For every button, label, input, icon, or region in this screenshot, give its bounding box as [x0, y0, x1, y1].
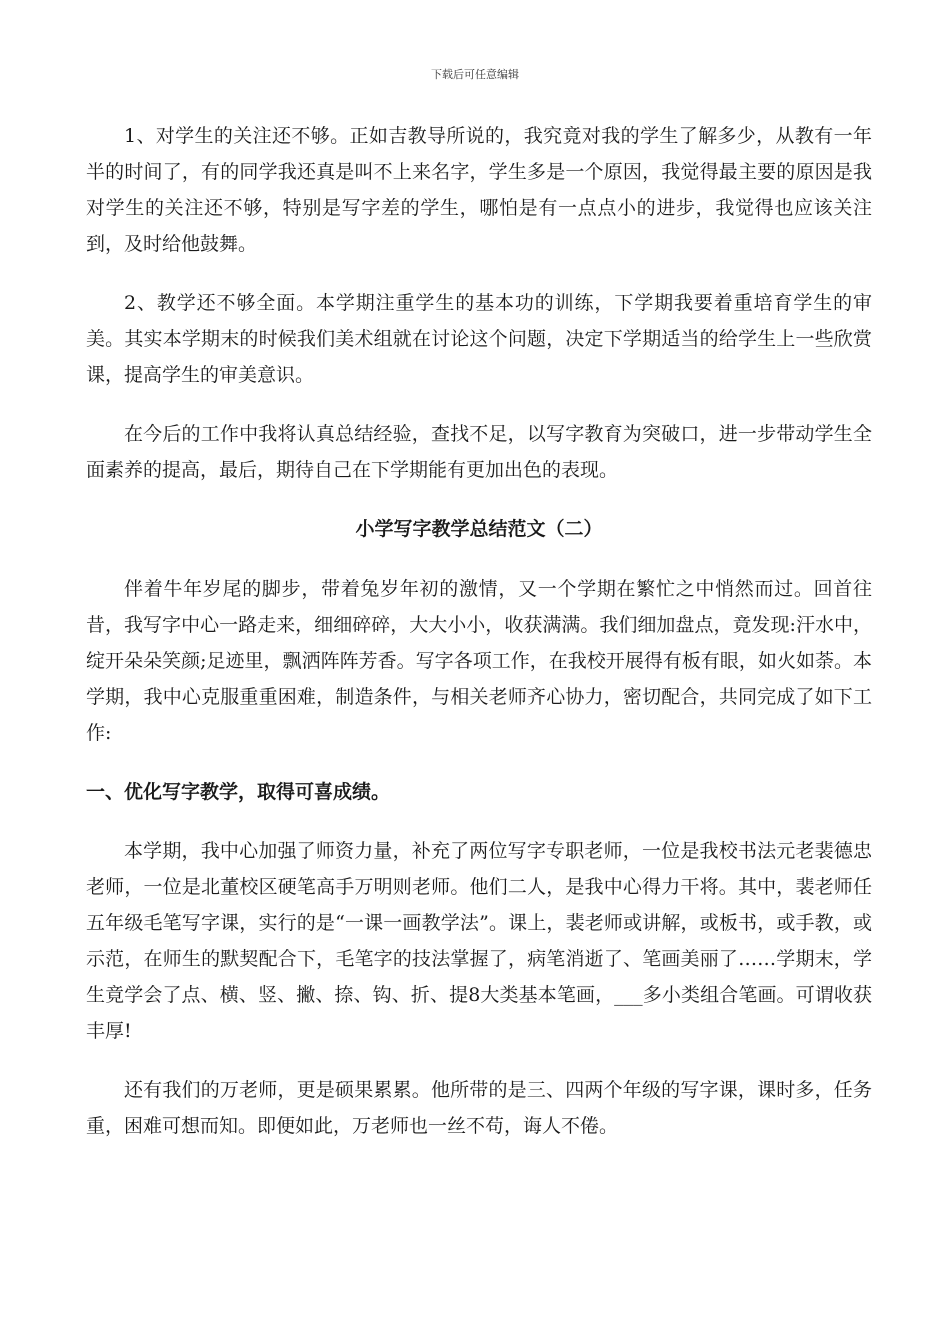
paragraph-1: 1、对学生的关注还不够。正如吉教导所说的，我究竟对我的学生了解多少，从教有一年半的时间了，有的同学我还真是叫不上来名字，学生多是一个原因，我觉得最主要的原因是我对学生的关注还不够，特别是写字差的学生，哪怕是有一点点小的进步，我觉得也应该关注到，及时给他鼓舞。	[86, 125, 872, 255]
section-title: 小学写字教学总结范文（二）	[355, 518, 603, 540]
paragraph-4: 伴着牛年岁尾的脚步，带着兔岁年初的激情，又一个学期在繁忙之中悄然而过。回首往昔，我写字中心一路走来，细细碎碎，大大小小，收获满满。我们细加盘点，竟发现:汗水中，绽开朵朵笑颜;足迹里，飘洒阵阵芳香。写字各项工作，在我校开展得有板有眼，如火如荼。本学期，我中心克服重重困难，制造条件，与相关老师齐心协力，密切配合，共同完成了如下工作:	[86, 578, 872, 744]
document-body	[86, 118, 872, 1167]
paragraph-6: 还有我们的万老师，更是硕果累累。他所带的是三、四两个年级的写字课，课时多，任务重，困难可想而知。即便如此，万老师也一丝不苟，诲人不倦。	[86, 1079, 872, 1137]
subheading: 一、优化写字教学，取得可喜成绩。	[86, 781, 391, 803]
paragraph-2: 2、教学还不够全面。本学期注重学生的基本功的训练，下学期我要着重培育学生的审美。其实本学期末的时候我们美术组就在讨论这个问题，决定下学期适当的给学生上一些欣赏课，提高学生的审美意识。	[86, 292, 872, 386]
paragraph-5: 本学期，我中心加强了师资力量，补充了两位写字专职老师，一位是我校书法元老裴德忠老师，一位是北董校区硬笔高手万明则老师。他们二人，是我中心得力干将。其中，裴老师任五年级毛笔写字课，实行的是“一课一画教学法”。课上，裴老师或讲解，或板书，或手教，或示范，在师生的默契配合下，毛笔字的技法掌握了，病笔消逝了、笔画美丽了……学期末，学生竟学会了点、横、竖、撇、捺、钩、折、提8大类基本笔画，___多小类组合笔画。可谓收获丰厚!	[86, 840, 872, 1042]
page-header: 下载后可任意编辑	[431, 68, 519, 81]
paragraph-3: 在今后的工作中我将认真总结经验，查找不足，以写字教育为突破口，进一步带动学生全面素养的提高，最后，期待自己在下学期能有更加出色的表现。	[86, 423, 872, 481]
